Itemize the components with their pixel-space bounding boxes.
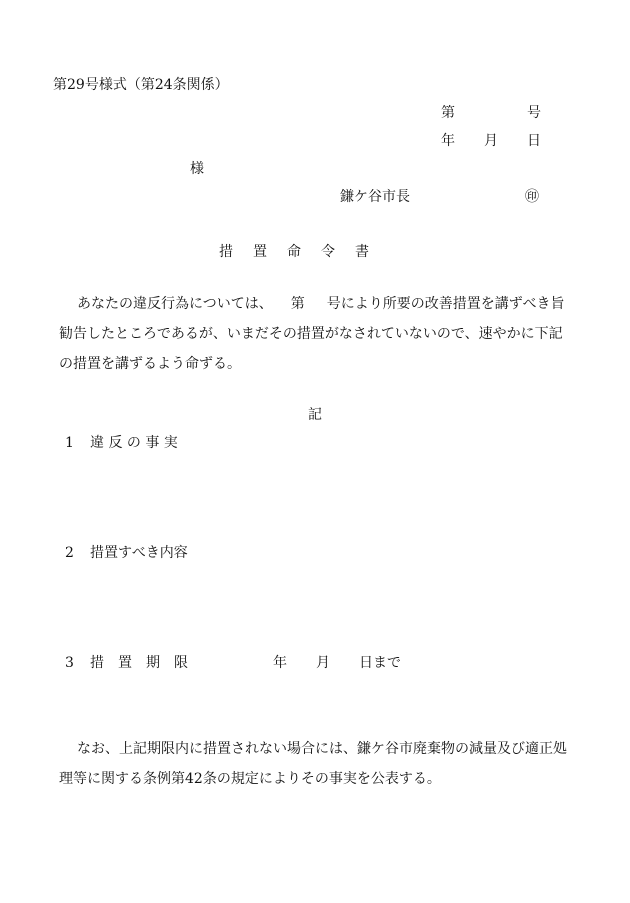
deadline-day-until: 日まで <box>359 655 401 671</box>
doc-number-prefix: 第 <box>441 105 455 121</box>
issuer-name: 鎌ケ谷市長 <box>340 189 410 205</box>
date-month: 月 <box>484 133 498 149</box>
item-3-label: 措 置 期 限 <box>90 655 188 671</box>
deadline-month: 月 <box>316 655 330 671</box>
doc-number-suffix: 号 <box>527 105 541 121</box>
seal-mark: ㊞ <box>525 189 539 205</box>
item-3-number: 3 <box>65 655 74 671</box>
item-1-number: 1 <box>65 435 74 451</box>
form-label: 第29号様式（第24条関係） <box>53 77 229 93</box>
item-2-number: 2 <box>65 545 74 561</box>
intro-number-prefix: 第 <box>290 296 305 312</box>
intro-part2: 号により所要の改善措置を講ずべき旨勧告したところであるが、いまだその措置がなされていないので、速やかに下記の措置を講ずるよう命ずる。 <box>59 296 565 372</box>
date-day: 日 <box>527 133 541 149</box>
ki-heading: 記 <box>308 407 322 423</box>
deadline-year: 年 <box>273 655 287 671</box>
date-year: 年 <box>441 133 455 149</box>
closing-paragraph: なお、上記期限内に措置されない場合には、鎌ケ谷市廃棄物の減量及び適正処理等に関する条例第42条の規定によりその事実を公表する。 <box>59 741 567 787</box>
document-title: 措 置 命 令 書 <box>219 244 372 260</box>
intro-part1: あなたの違反行為については、 <box>77 296 273 312</box>
item-2-label: 措置すべき内容 <box>90 545 188 561</box>
addressee-suffix: 様 <box>190 161 204 177</box>
intro-paragraph <box>59 289 574 379</box>
item-1-label: 違 反 の 事 実 <box>90 435 178 451</box>
